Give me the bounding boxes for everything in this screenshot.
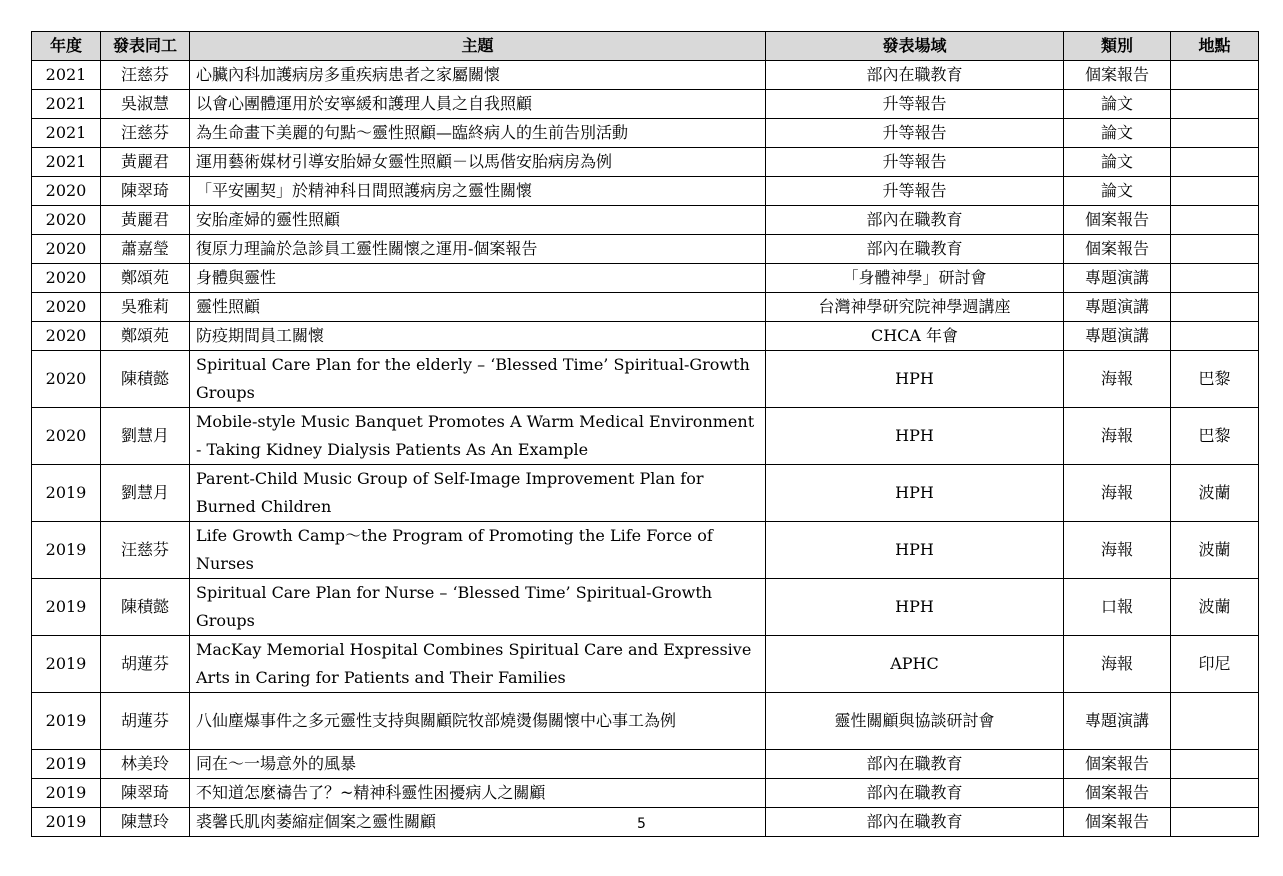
cell-location [1171,322,1259,351]
cell-venue: 升等報告 [766,90,1064,119]
cell-year: 2020 [32,177,101,206]
cell-year: 2019 [32,808,101,837]
table-header [32,32,1259,61]
cell-author: 陳積懿 [101,579,190,636]
cell-year: 2019 [32,779,101,808]
presentation-table [31,31,1259,837]
cell-author: 汪慈芬 [101,61,190,90]
cell-type: 論文 [1064,148,1171,177]
cell-year: 2021 [32,61,101,90]
cell-topic: Mobile-style Music Banquet Promotes A Warm Medical Environment - Taking Kidney Dialysis Patients As An Example [190,408,766,465]
table-row [32,119,1259,148]
table-row [32,264,1259,293]
cell-author: 汪慈芬 [101,522,190,579]
cell-year: 2021 [32,148,101,177]
cell-location: 波蘭 [1171,465,1259,522]
cell-type: 海報 [1064,351,1171,408]
cell-topic: Life Growth Camp～the Program of Promoting the Life Force of Nurses [190,522,766,579]
cell-topic: 防疫期間員工關懷 [190,322,766,351]
cell-topic: MacKay Memorial Hospital Combines Spiritual Care and Expressive Arts in Caring for Patients and Their Families [190,636,766,693]
header-location: 地點 [1171,32,1259,61]
cell-year: 2019 [32,693,101,750]
cell-type: 個案報告 [1064,808,1171,837]
cell-venue: 台灣神學研究院神學週講座 [766,293,1064,322]
cell-location [1171,148,1259,177]
cell-location: 巴黎 [1171,351,1259,408]
cell-location: 巴黎 [1171,408,1259,465]
cell-author: 林美玲 [101,750,190,779]
cell-author: 陳積懿 [101,351,190,408]
cell-topic: 為生命畫下美麗的句點～靈性照顧—臨終病人的生前告別活動 [190,119,766,148]
cell-year: 2020 [32,293,101,322]
cell-author: 蕭嘉瑩 [101,235,190,264]
cell-author: 鄭頌苑 [101,322,190,351]
cell-topic: Spiritual Care Plan for Nurse – ‘Blessed Time’ Spiritual-Growth Groups [190,579,766,636]
table-row [32,177,1259,206]
table-row [32,351,1259,408]
cell-type: 個案報告 [1064,206,1171,235]
cell-year: 2019 [32,522,101,579]
cell-topic: Parent-Child Music Group of Self-Image Improvement Plan for Burned Children [190,465,766,522]
cell-year: 2019 [32,636,101,693]
cell-location [1171,119,1259,148]
cell-venue: 部內在職教育 [766,235,1064,264]
cell-venue: 部內在職教育 [766,61,1064,90]
table-row [32,293,1259,322]
table-row [32,408,1259,465]
cell-author: 劉慧月 [101,465,190,522]
cell-location [1171,235,1259,264]
cell-location [1171,750,1259,779]
cell-topic: 同在～一場意外的風暴 [190,750,766,779]
cell-location: 波蘭 [1171,579,1259,636]
cell-venue: APHC [766,636,1064,693]
cell-location [1171,693,1259,750]
cell-location [1171,90,1259,119]
cell-year: 2020 [32,206,101,235]
cell-author: 胡蓮芬 [101,693,190,750]
cell-author: 陳翠琦 [101,779,190,808]
cell-author: 鄭頌苑 [101,264,190,293]
cell-year: 2019 [32,579,101,636]
table-row [32,235,1259,264]
cell-venue: 靈性關顧與協談研討會 [766,693,1064,750]
cell-author: 汪慈芬 [101,119,190,148]
cell-type: 論文 [1064,90,1171,119]
cell-year: 2021 [32,90,101,119]
cell-year: 2020 [32,351,101,408]
table-row [32,465,1259,522]
cell-topic: 「平安團契」於精神科日間照護病房之靈性關懷 [190,177,766,206]
cell-venue: 部內在職教育 [766,779,1064,808]
cell-topic: 八仙塵爆事件之多元靈性支持與關顧院牧部燒燙傷關懷中心事工為例 [190,693,766,750]
cell-location [1171,206,1259,235]
table-row [32,206,1259,235]
cell-year: 2021 [32,119,101,148]
cell-topic: 運用藝術媒材引導安胎婦女靈性照顧－以馬偕安胎病房為例 [190,148,766,177]
page-number: 5 [637,816,646,832]
presentation-table-container [31,31,1258,837]
cell-type: 海報 [1064,636,1171,693]
table-row [32,750,1259,779]
header-author: 發表同工 [101,32,190,61]
header-year: 年度 [32,32,101,61]
cell-author: 吳淑慧 [101,90,190,119]
cell-location [1171,779,1259,808]
cell-author: 黃麗君 [101,206,190,235]
cell-location: 印尼 [1171,636,1259,693]
cell-topic: 不知道怎麼禱告了？~精神科靈性困擾病人之關顧 [190,779,766,808]
cell-author: 陳慧玲 [101,808,190,837]
cell-year: 2020 [32,235,101,264]
cell-type: 海報 [1064,408,1171,465]
cell-venue: HPH [766,408,1064,465]
cell-venue: HPH [766,579,1064,636]
cell-venue: 「身體神學」研討會 [766,264,1064,293]
cell-location [1171,61,1259,90]
cell-type: 專題演講 [1064,293,1171,322]
cell-type: 個案報告 [1064,61,1171,90]
table-row [32,579,1259,636]
cell-venue: HPH [766,465,1064,522]
cell-type: 專題演講 [1064,693,1171,750]
cell-venue: 升等報告 [766,177,1064,206]
table-row [32,61,1259,90]
cell-topic: 身體與靈性 [190,264,766,293]
cell-venue: 部內在職教育 [766,750,1064,779]
cell-venue: 升等報告 [766,148,1064,177]
cell-venue: HPH [766,522,1064,579]
cell-venue: HPH [766,351,1064,408]
cell-location: 波蘭 [1171,522,1259,579]
cell-type: 個案報告 [1064,779,1171,808]
cell-type: 海報 [1064,522,1171,579]
cell-venue: 部內在職教育 [766,206,1064,235]
cell-location [1171,177,1259,206]
table-row [32,148,1259,177]
cell-author: 吳雅莉 [101,293,190,322]
cell-type: 口報 [1064,579,1171,636]
header-row [32,32,1259,61]
header-venue: 發表場域 [766,32,1064,61]
header-topic: 主題 [190,32,766,61]
cell-year: 2019 [32,465,101,522]
cell-type: 個案報告 [1064,235,1171,264]
table-row [32,322,1259,351]
cell-year: 2020 [32,264,101,293]
cell-topic: Spiritual Care Plan for the elderly – ‘Blessed Time’ Spiritual-Growth Groups [190,351,766,408]
cell-topic: 心臟內科加護病房多重疾病患者之家屬關懷 [190,61,766,90]
cell-topic: 安胎產婦的靈性照顧 [190,206,766,235]
cell-type: 專題演講 [1064,264,1171,293]
cell-type: 海報 [1064,465,1171,522]
cell-author: 胡蓮芬 [101,636,190,693]
table-row [32,522,1259,579]
cell-type: 專題演講 [1064,322,1171,351]
cell-author: 陳翠琦 [101,177,190,206]
cell-type: 論文 [1064,177,1171,206]
cell-author: 劉慧月 [101,408,190,465]
cell-location [1171,293,1259,322]
table-row [32,779,1259,808]
cell-year: 2020 [32,408,101,465]
cell-author: 黃麗君 [101,148,190,177]
cell-year: 2019 [32,750,101,779]
cell-topic: 裘馨氏肌肉萎縮症個案之靈性關顧 [190,808,766,837]
cell-venue: 升等報告 [766,119,1064,148]
cell-venue: 部內在職教育 [766,808,1064,837]
cell-year: 2020 [32,322,101,351]
table-row [32,636,1259,693]
cell-venue: CHCA 年會 [766,322,1064,351]
cell-location [1171,264,1259,293]
cell-type: 個案報告 [1064,750,1171,779]
table-body [32,61,1259,837]
cell-topic: 復原力理論於急診員工靈性關懷之運用-個案報告 [190,235,766,264]
cell-type: 論文 [1064,119,1171,148]
cell-topic: 以會心團體運用於安寧緩和護理人員之自我照顧 [190,90,766,119]
table-row [32,90,1259,119]
cell-topic: 靈性照顧 [190,293,766,322]
header-type: 類別 [1064,32,1171,61]
table-row [32,693,1259,750]
